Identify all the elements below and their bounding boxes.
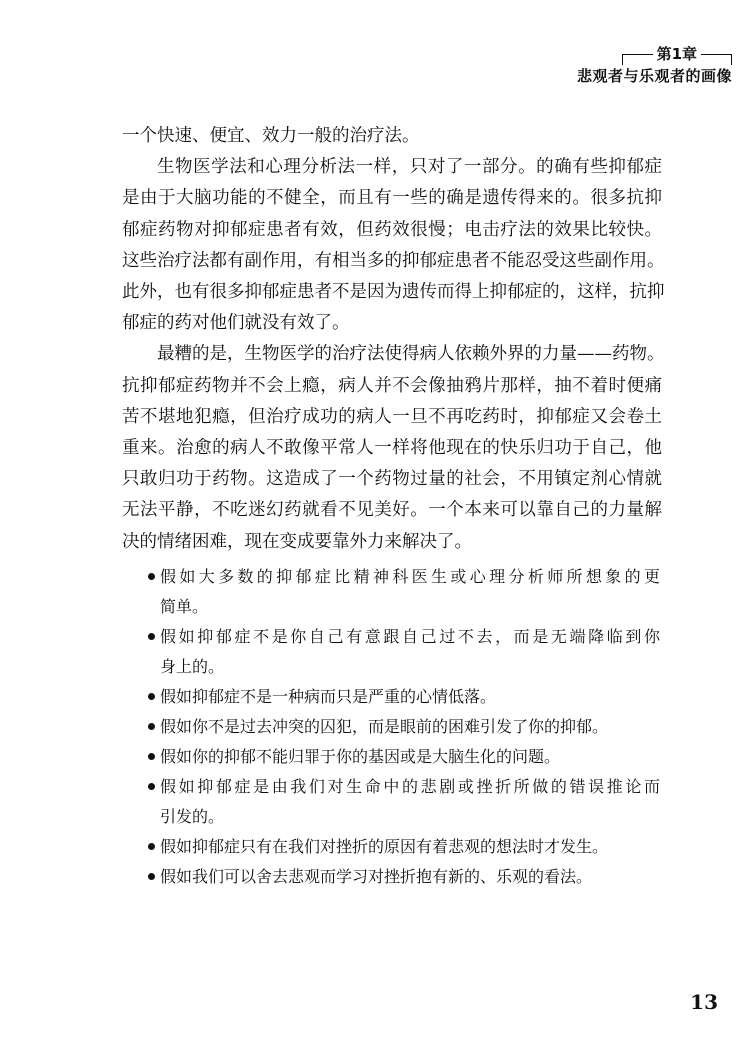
bullet-line: 引发的。 [160,807,225,826]
bullet-dot-icon [148,843,155,850]
running-header [577,44,732,88]
bullet-dot-icon [148,783,155,790]
bullet-line: 假如我们可以舍去悲观而学习对挫折抱有新的、乐观的看法。 [160,867,593,886]
text-line: 郁症药物对抑郁症患者有效，但药效很慢；电击疗法的效果比较快。 [122,219,662,240]
text-line: 此外，也有很多抑郁症患者不是因为遗传而得上抑郁症的，这样，抗抑 [122,282,665,303]
bullet-item [160,622,660,682]
paragraph [122,339,665,557]
bullet-item [160,772,660,832]
text-line: 苦不堪地犯瘾，但治疗成功的病人一旦不再吃药时，抑郁症又会卷土 [122,406,662,427]
bullet-dot-icon [148,723,155,730]
bullet-item [160,832,660,862]
text-line: 无法平静，不吃迷幻药就看不见美好。一个本来可以靠自己的力量解 [122,500,662,521]
chapter-marker [577,44,732,64]
bullet-item [160,562,660,622]
chapter-rule-right [701,54,732,65]
text-line: 郁症的药对他们就没有效了。 [122,313,350,334]
bullet-item [160,682,660,712]
bullet-line: 假如抑郁症只有在我们对挫折的原因有着悲观的想法时才发生。 [160,837,609,856]
chapter-label: 第1章 [656,45,697,63]
bullet-line: 假如抑郁症不是你自己有意跟自己过不去，而是无端降临到你 [160,627,660,646]
text-line: 最糟的是，生物医学的治疗法使得病人依赖外界的力量——药物。 [157,344,665,365]
text-line: 是由于大脑功能的不健全，而且有一些的确是遗传得来的。很多抗抑 [122,188,662,209]
page-number: 13 [690,990,718,1014]
text-line: 抗抑郁症药物并不会上瘾，病人并不会像抽鸦片那样，抽不着时便痛 [122,375,662,396]
bullet-list [160,562,660,892]
text-line: 只敢归功于药物。这造成了一个药物过量的社会，不用镇定剂心情就 [122,469,662,490]
text-line: 决的情绪困难，现在变成要靠外力来解决了。 [122,531,472,552]
bullet-dot-icon [148,873,155,880]
bullet-line: 简单。 [160,597,209,616]
bullet-dot-icon [148,573,155,580]
bullet-line: 假如你不是过去冲突的囚犯，而是眼前的困难引发了你的抑郁。 [160,717,609,736]
bullet-line: 假如你的抑郁不能归罪于你的基因或是大脑生化的问题。 [160,747,561,766]
bullet-item [160,742,660,772]
bullet-line: 假如大多数的抑郁症比精神科医生或心理分析师所想象的更 [160,567,660,586]
paragraph [122,121,662,152]
bullet-dot-icon [148,753,155,760]
bullet-dot-icon [148,693,155,700]
text-line: 重来。治愈的病人不敢像平常人一样将他现在的快乐归功于自己，他 [122,438,662,459]
body-text [122,121,665,558]
bullet-item [160,862,660,892]
text-line: 生物医学法和心理分析法一样，只对了一部分。的确有些抑郁症 [157,157,662,178]
bullet-item [160,712,660,742]
paragraph [122,152,665,339]
chapter-title: 悲观者与乐观者的画像 [576,67,732,85]
bullet-dot-icon [148,633,155,640]
bullet-line: 假如抑郁症是由我们对生命中的悲剧或挫折所做的错误推论而 [160,777,660,796]
chapter-rule-left [622,54,653,65]
text-line: 一个快速、便宜、效力一般的治疗法。 [122,126,420,146]
text-line: 这些治疗法都有副作用，有相当多的抑郁症患者不能忍受这些副作用。 [122,250,665,271]
bullet-line: 身上的。 [160,657,225,676]
bullet-line: 假如抑郁症不是一种病而只是严重的心情低落。 [160,687,497,706]
